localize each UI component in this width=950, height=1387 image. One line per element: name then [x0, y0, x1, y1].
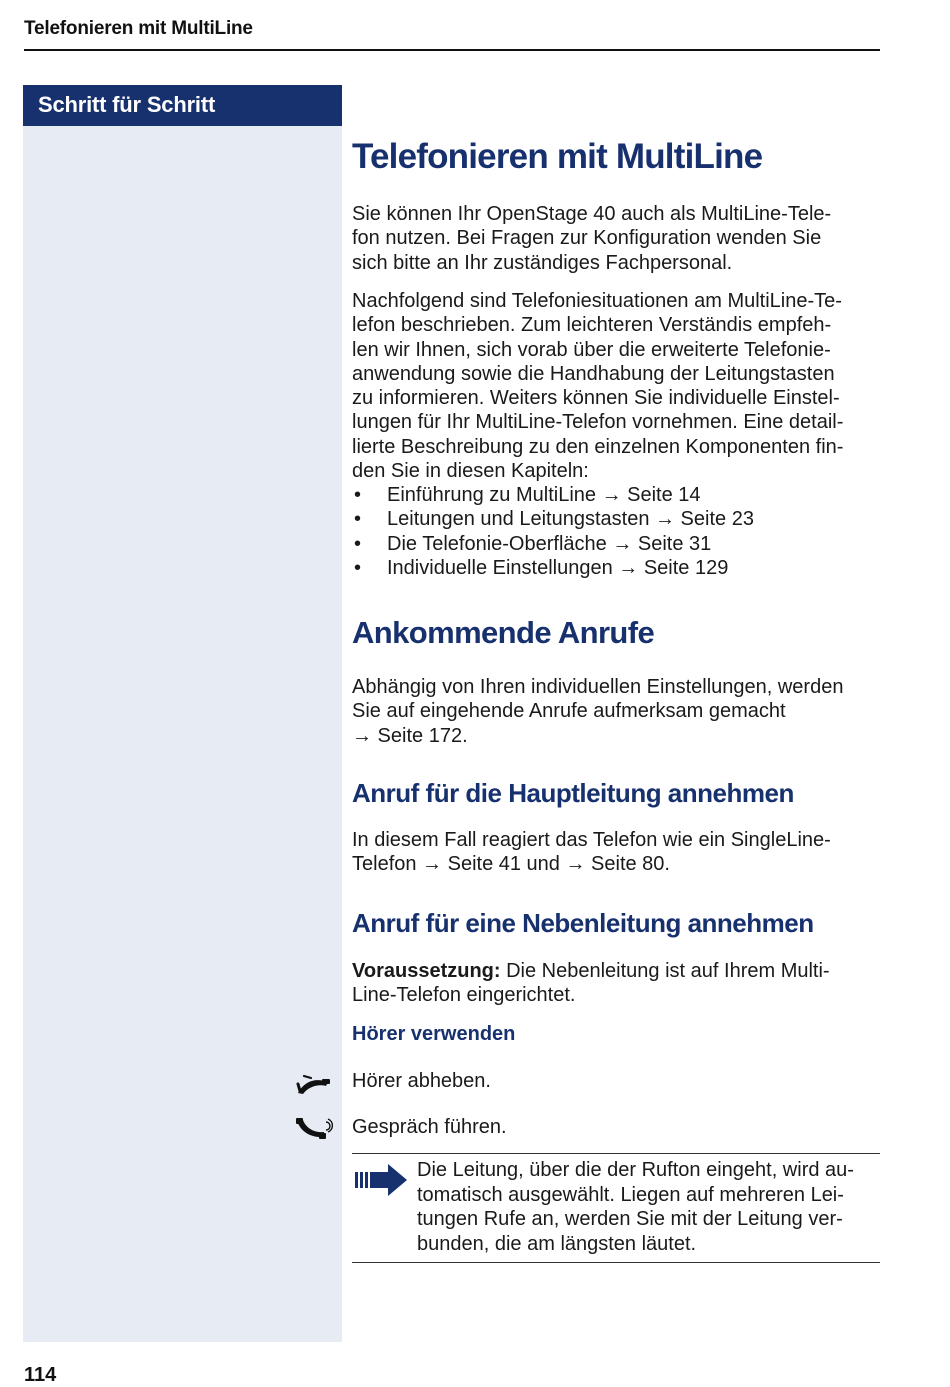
text-line: Nachfolgend sind Telefoniesituationen am MultiLine-Te-	[352, 290, 842, 312]
overview-paragraph	[352, 289, 880, 483]
handset-subheading: Hörer verwenden	[352, 1023, 516, 1045]
note-top-rule	[352, 1153, 880, 1154]
text-line: Sie können Ihr OpenStage 40 auch als MultiLine-Tele-	[352, 203, 832, 225]
text-line: Line-Telefon eingerichtet.	[352, 984, 576, 1007]
text-line: Die Leitung, über die der Rufton eingeht, wird au-	[417, 1159, 854, 1181]
prerequisite-label: Voraussetzung:	[352, 960, 501, 982]
note-text	[417, 1158, 880, 1256]
intro-paragraph	[352, 202, 880, 275]
note-bottom-rule	[352, 1262, 880, 1263]
main-line-paragraph	[352, 828, 880, 877]
section-heading-main-line: Anruf für die Hauptleitung annehmen	[352, 778, 794, 808]
prerequisite-paragraph	[352, 959, 880, 1008]
section-heading-secondary-line: Anruf für eine Nebenleitung annehmen	[352, 908, 814, 938]
text-line: tomatisch ausgewählt. Liegen auf mehreren Lei-	[417, 1183, 844, 1206]
header-rule	[24, 49, 880, 51]
handset-talk-icon	[295, 1116, 333, 1144]
text-line: tungen Rufe an, werden Sie mit der Leitung ver-	[417, 1208, 843, 1230]
page-title: Telefonieren mit MultiLine	[352, 137, 763, 176]
list-item: • Leitungen und Leitungstasten → Seite 23	[354, 508, 754, 531]
text-line: fon nutzen. Bei Fragen zur Konfiguration wenden Sie	[352, 227, 822, 250]
list-item-text: Die Telefonie-Oberfläche → Seite 31	[387, 532, 712, 555]
incoming-paragraph	[352, 675, 880, 748]
text-line: anwendung sowie die Handhabung der Leitungstasten	[352, 362, 835, 385]
running-header: Telefonieren mit MultiLine	[24, 18, 253, 39]
prerequisite-text: Die Nebenleitung ist auf Ihrem Multi-	[500, 960, 830, 982]
text-line: bunden, die am längsten läutet.	[417, 1232, 697, 1255]
text-line	[352, 959, 880, 983]
handset-lift-icon	[295, 1070, 331, 1098]
section-heading-incoming: Ankommende Anrufe	[352, 615, 655, 650]
text-line: lierte Beschreibung zu den einzelnen Komponenten fin-	[352, 435, 844, 458]
note-arrow-icon	[354, 1160, 410, 1196]
text-line: Telefon → Seite 41 und → Seite 80.	[352, 853, 670, 876]
text-line: In diesem Fall reagiert das Telefon wie ein SingleLine-	[352, 829, 831, 851]
step-lift-handset-text: Hörer abheben.	[352, 1070, 491, 1092]
list-item-text: Einführung zu MultiLine → Seite 14	[387, 484, 701, 506]
list-item: • Einführung zu MultiLine → Seite 14	[354, 484, 701, 506]
chapter-list	[352, 483, 880, 580]
step-sidebar	[23, 85, 342, 1342]
text-line: len wir Ihnen, sich vorab über die erweiterte Telefonie-	[352, 338, 831, 361]
text-line: Sie auf eingehende Anrufe aufmerksam gemacht	[352, 700, 786, 723]
list-item-text: Leitungen und Leitungstasten → Seite 23	[387, 508, 754, 531]
text-line: den Sie in diesen Kapiteln:	[352, 460, 589, 483]
text-line: → Seite 172.	[352, 724, 468, 747]
page-number: 114	[24, 1364, 57, 1386]
list-item: • Individuelle Einstellungen → Seite 129	[354, 556, 729, 579]
text-line: lefon beschrieben. Zum leichteren Verständis empfeh-	[352, 314, 832, 337]
text-line: Abhängig von Ihren individuellen Einstellungen, werden	[352, 676, 844, 698]
sidebar-title: Schritt für Schritt	[23, 85, 342, 126]
list-item: • Die Telefonie-Oberfläche → Seite 31	[354, 532, 712, 555]
step-conduct-call-text: Gespräch führen.	[352, 1116, 507, 1138]
list-item-text: Individuelle Einstellungen → Seite 129	[387, 556, 729, 579]
text-line: zu informieren. Weiters können Sie individuelle Einstel-	[352, 387, 840, 410]
text-line: sich bitte an Ihr zuständiges Fachpersonal.	[352, 251, 733, 274]
text-line: lungen für Ihr MultiLine-Telefon vornehmen. Eine detail-	[352, 411, 844, 434]
